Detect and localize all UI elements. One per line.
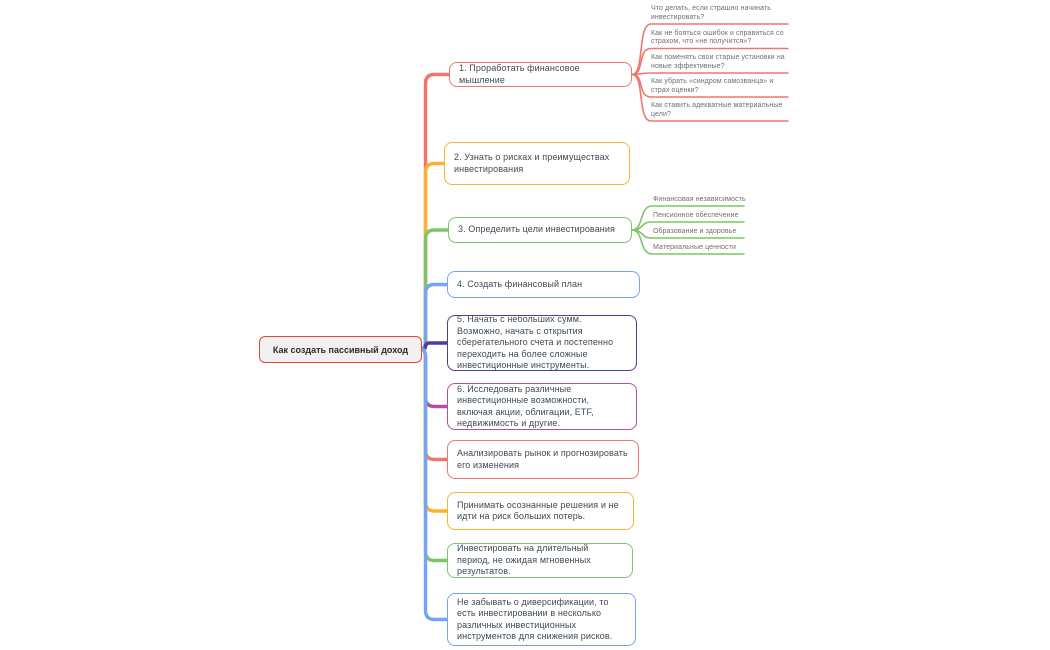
subtopic-1-5[interactable]: Как ставить адекватные материальные цели? — [651, 102, 783, 118]
branch-node-10[interactable]: Не забывать о диверсификации, то есть инвестировании в несколько различных инвестиционных инструментов для снижения рисков. — [447, 593, 636, 646]
subtopic-3-1[interactable]: Финансовая независимость — [653, 196, 746, 203]
subtopic-1-2[interactable]: Как не бояться ошибок и справиться со страхом, что «не получится»? — [651, 29, 784, 46]
branch-node-4[interactable]: 4. Создать финансовый план — [447, 271, 640, 298]
branch-node-8[interactable]: Принимать осознанные решения и не идти на риск больших потерь. — [447, 492, 634, 530]
connector-branch-8 — [421, 349, 448, 511]
connector-branch-7 — [421, 349, 448, 460]
subtopic-1-4[interactable]: Как убрать «синдром самозванца» и страх оценки? — [651, 78, 774, 94]
branch-node-9[interactable]: Инвестировать на длительный период, не ожидая мгновенных результатов. — [447, 543, 633, 578]
branch-node-2[interactable]: 2. Узнать о рисках и преимуществах инвестирования — [444, 142, 630, 185]
connector-branch-1 — [421, 75, 449, 350]
branch-node-7[interactable]: Анализировать рынок и прогнозировать его изменения — [447, 440, 639, 479]
subtopic-3-3[interactable]: Образование и здоровье — [653, 228, 737, 235]
subtopic-3-4[interactable]: Материальные ценности — [653, 244, 736, 251]
subtopic-1-3[interactable]: Как поменять свои старые установки на новые эффективные? — [651, 54, 785, 70]
branch-node-5[interactable]: 5. Начать с небольших сумм. Возможно, начать с открытия сберегательного счета и постепенно переходить на более сложные инвестиционные инструменты. — [447, 315, 637, 371]
branch-node-3[interactable]: 3. Определить цели инвестирования — [448, 217, 632, 243]
connector-branch-9 — [421, 349, 448, 561]
connector-branch-2 — [421, 164, 445, 350]
connector-branch-4 — [421, 285, 448, 350]
branch-node-6[interactable]: 6. Исследовать различные инвестиционные возможности, включая акции, облигации, ETF, недвижимость и другие. — [447, 383, 637, 430]
connector-branch-10 — [421, 349, 448, 620]
connector-branch-6 — [421, 349, 448, 407]
connector-branch-5 — [421, 343, 448, 349]
subtopic-3-2[interactable]: Пенсионное обеспечение — [653, 212, 739, 219]
root-node[interactable]: Как создать пассивный доход — [259, 336, 422, 363]
connector-subtopic-1-3 — [632, 73, 788, 75]
subtopic-1-1[interactable]: Что делать, если страшно начинать инвестировать? — [651, 5, 772, 21]
branch-node-1[interactable]: 1. Проработать финансовое мышление — [449, 62, 632, 87]
connector-branch-3 — [421, 230, 449, 349]
